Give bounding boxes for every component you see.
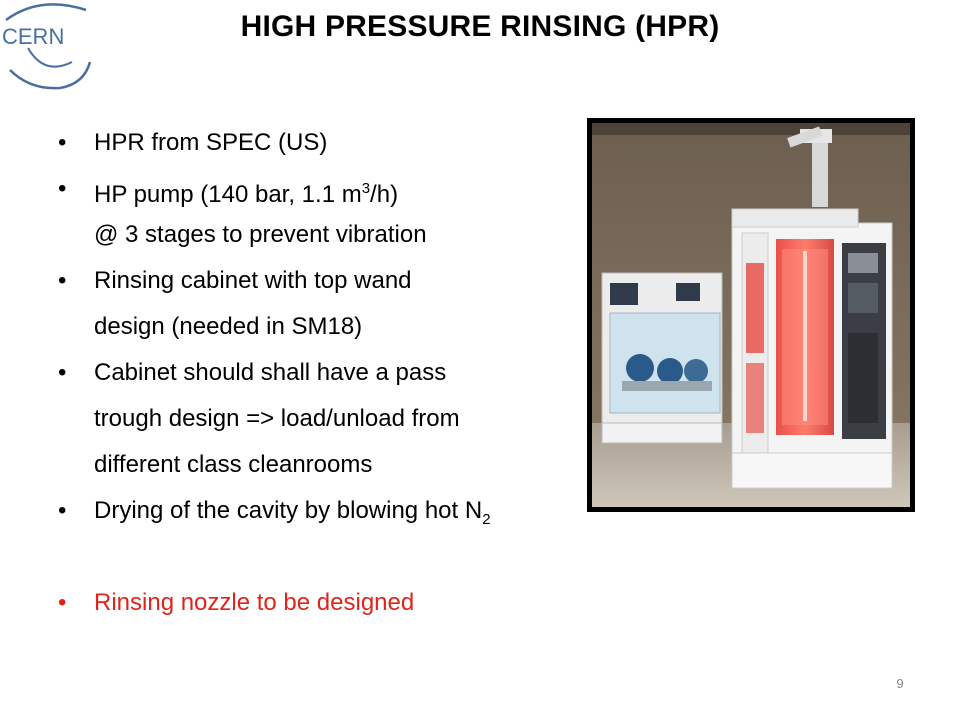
- bullet-text: different class cleanrooms: [94, 451, 373, 478]
- bullet-text: Rinsing cabinet with top wand: [94, 267, 412, 294]
- bullet-dot: •: [58, 175, 67, 202]
- hpr-photo: [587, 118, 915, 512]
- bullet-item: [58, 258, 598, 304]
- bullet-text-part: /h): [370, 181, 399, 208]
- bullet-dot: •: [58, 359, 67, 386]
- bullet-text: [94, 166, 398, 218]
- bullet-continuation: [58, 442, 598, 488]
- bullet-dot: •: [58, 497, 67, 524]
- bullet-item-highlight: [58, 580, 598, 626]
- bullet-list: [58, 120, 598, 626]
- spacer: [58, 534, 598, 580]
- bullet-dot: •: [58, 129, 67, 156]
- bullet-text: Cabinet should shall have a pass: [94, 359, 447, 386]
- bullet-item: [58, 488, 598, 534]
- bullet-continuation: [58, 212, 598, 258]
- hpr-photo-illustration: [592, 123, 910, 507]
- bullet-item: [58, 120, 598, 166]
- bullet-continuation: [58, 396, 598, 442]
- bullet-item: [58, 350, 598, 396]
- bullet-text: trough design => load/unload from: [94, 405, 460, 432]
- bullet-dot: •: [58, 589, 67, 616]
- bullet-text-part: Drying of the cavity by blowing hot N: [94, 497, 483, 524]
- bullet-text: Rinsing nozzle to be designed: [94, 589, 415, 616]
- superscript: 3: [361, 180, 371, 197]
- bullet-text-part: HP pump (140 bar, 1.1 m: [94, 181, 362, 208]
- slide-title: HIGH PRESSURE RINSING (HPR): [240, 10, 720, 43]
- cern-logo-text: CERN: [2, 24, 65, 49]
- page-number: 9: [896, 676, 904, 691]
- bullet-continuation: [58, 304, 598, 350]
- bullet-dot: •: [58, 267, 67, 294]
- bullet-text: @ 3 stages to prevent vibration: [94, 221, 427, 248]
- bullet-item: [58, 166, 598, 212]
- bullet-text: HPR from SPEC (US): [94, 129, 328, 156]
- subscript: 2: [482, 510, 491, 528]
- bullet-text: design (needed in SM18): [94, 313, 363, 340]
